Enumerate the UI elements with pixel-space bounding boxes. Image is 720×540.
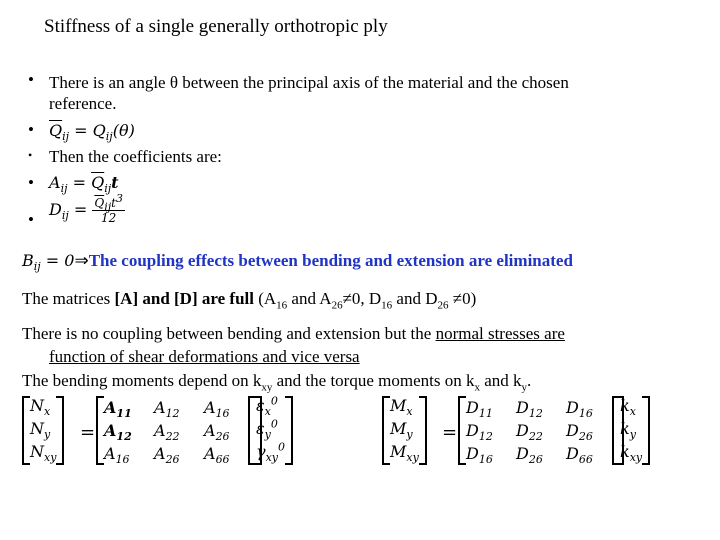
bullet-marker: • (28, 148, 33, 162)
bullet-2-formula: $\overline{Q}_{ij} = Q_{ij}(\theta)$ (49, 121, 135, 144)
curvature-vector: $k_x$ $k_y$ $k_{xy}$ (614, 396, 648, 465)
equals-sign-right: = (442, 422, 458, 443)
bullet-marker: • (28, 210, 34, 229)
bullet-5-formula: $D_{ij}$ = $\frac{\overline{Q}_{ij}t^3}{12}$ (49, 192, 123, 225)
implies-arrow: ⇒ (74, 251, 89, 270)
a-matrix: $A_{11}$ $A_{12}$ $A_{16}$ $A_{12}$ $A_{22}$ $A_{26}$ $A_{16}$ $A_{26}$ $A_{66}$ (98, 396, 260, 465)
d-matrix: $D_{11}$ $D_{12}$ $D_{16}$ $D_{12}$ $D_{22}$ $D_{26}$ $D_{16}$ $D_{26}$ $D_{66}$ (460, 396, 622, 465)
bullet-3-text: Then the coefficients are: (49, 147, 222, 166)
coupling-line (22, 250, 573, 274)
page-title: Stiffness of a single generally orthotropic ply (44, 16, 388, 37)
strain-vector: $\varepsilon_x^0$ $\varepsilon_y^0$ $\gamma_{xy}^0$ (250, 396, 291, 465)
m-vector: $M_x$ $M_y$ $M_{xy}$ (384, 396, 425, 465)
coupling-lhs: $B_{ij} = 0$ (22, 251, 75, 274)
bullet-marker: • (28, 173, 34, 192)
matrices-full-line: The matrices [A] and [D] are full ($A_{16}$ and $A_{26}\ne 0$, $D_{16}$ and $D_{26} \ne 0$) (22, 289, 477, 312)
bullet-4-formula: $A_{ij} = \overline{Q}_{ij}t$ (49, 173, 119, 196)
bending-moments-line: The bending moments depend on $k_{xy}$ and the torque moments on $k_x$ and $k_y$. (22, 371, 532, 394)
bullet-1-line1: There is an angle θ between the principal axis of the material and the chosen (49, 73, 569, 92)
coupling-statement: The coupling effects between bending and extension are eliminated (88, 251, 573, 270)
bullet-marker: • (28, 120, 34, 139)
no-coupling-line2: function of shear deformations and vice versa (49, 347, 360, 366)
no-coupling-line1: There is no coupling between bending and extension but the normal stresses are (22, 324, 565, 343)
bullet-1-line2: reference. (49, 94, 117, 113)
bullet-marker: • (28, 70, 34, 89)
equals-sign-left: = (80, 422, 96, 443)
n-vector: $N_x$ $N_y$ $N_{xy}$ (24, 396, 62, 465)
